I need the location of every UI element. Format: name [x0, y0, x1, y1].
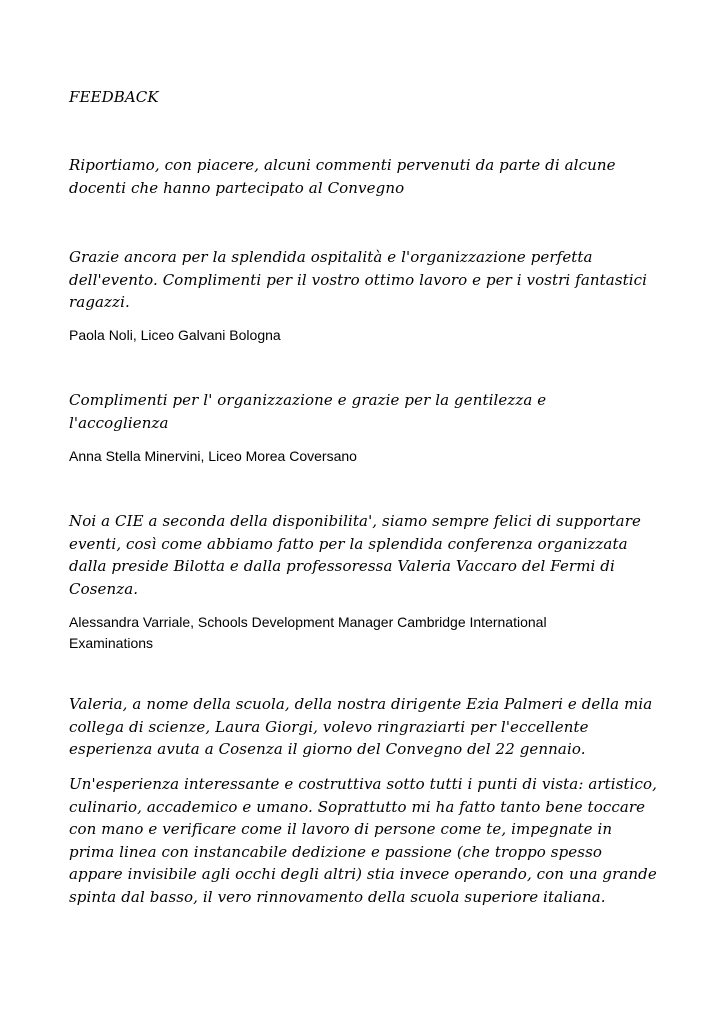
- intro-paragraph: Riportiamo, con piacere, alcuni commenti pervenuti da parte di alcune docenti che hanno partecipato al Convegno: [69, 156, 616, 197]
- comment-author-2: Anna Stella Minervini, Liceo Morea Coversano: [69, 448, 357, 464]
- comment-quote-2: Complimenti per l' organizzazione e grazie per la gentilezza e l'accoglienza: [69, 391, 547, 432]
- comment-quote-1: Grazie ancora per la splendida ospitalità e l'organizzazione perfetta dell'evento. Complimenti per il vostro ottimo lavoro e per i vostri fantastici ragazzi.: [69, 248, 648, 311]
- comment-quote-3: Noi a CIE a seconda della disponibilita', siamo sempre felici di supportare eventi, così come abbiamo fatto per la splendida conferenza organizzata dalla preside Bilotta e dalla professoressa Valeria Vaccaro del Fermi di Cosenza.: [69, 512, 641, 598]
- closing-paragraph-2: Un'esperienza interessante e costruttiva sotto tutti i punti di vista: artistico, culinario, accademico e umano. Soprattutto mi ha fatto tanto bene toccare con mano e verificare come il lavoro di persone come te, impegnate in prima linea con instancabile dedizione e passione (che troppo spesso appare invisibile agli occhi degli altri) stia invece operando, con una grande spinta dal basso, il vero rinnovamento della scuola superiore italiana.: [69, 775, 658, 906]
- closing-paragraph-1: Valeria, a nome della scuola, della nostra dirigente Ezia Palmeri e della mia collega di scienze, Laura Giorgi, volevo ringraziarti per l'eccellente esperienza avuta a Cosenza il giorno del Convegno del 22 gennaio.: [69, 695, 653, 758]
- comment-author-3: Alessandra Varriale, Schools Development Manager Cambridge International Examinations: [69, 614, 547, 651]
- page-title: FEEDBACK: [69, 88, 159, 106]
- comment-author-1: Paola Noli, Liceo Galvani Bologna: [69, 327, 281, 343]
